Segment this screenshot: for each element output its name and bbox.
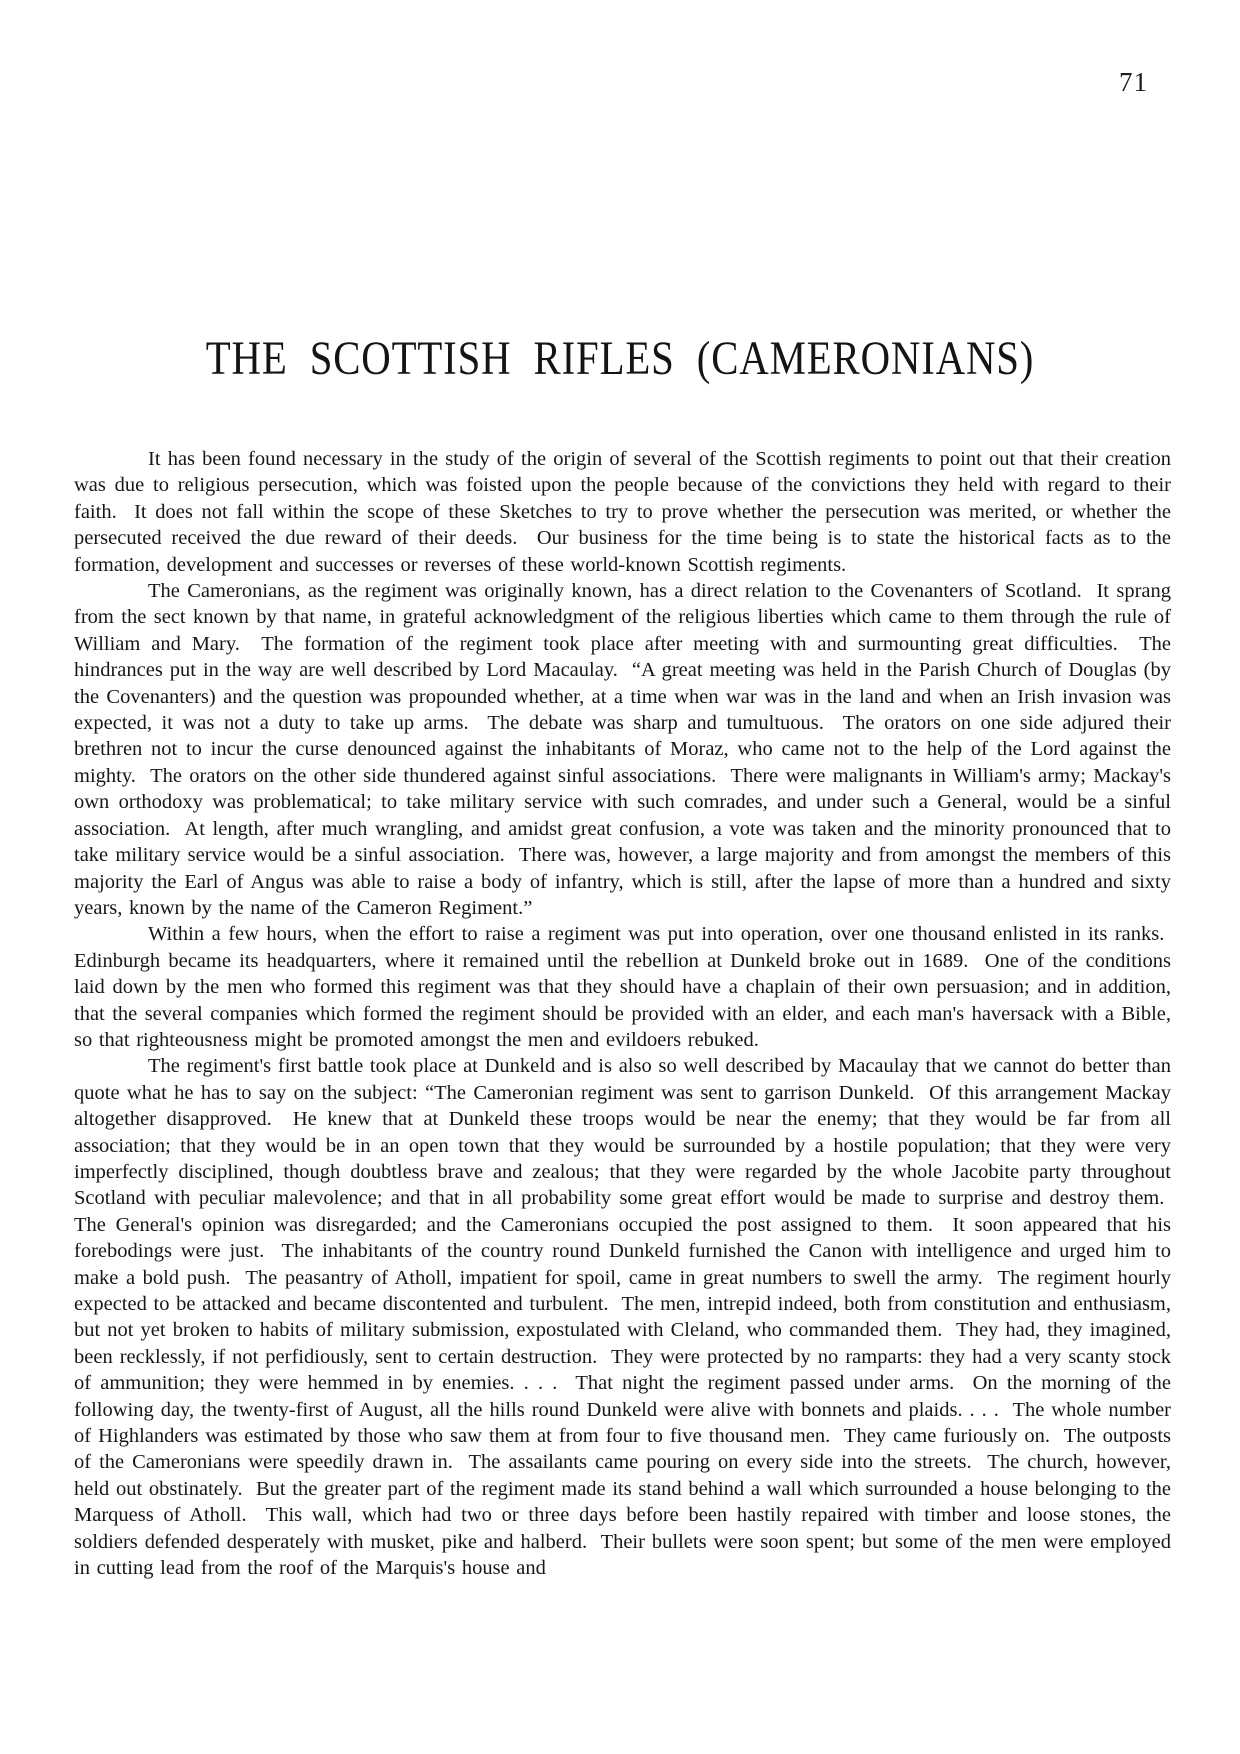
paragraph-dunkeld-battle: The regiment's first battle took place at Dunkeld and is also so well described by Macaulay that we cannot do better than quote what he has to say on the subject: “The Cameronian regiment was sent to garrison Dunkeld. Of this arrangement Mackay altogether disapproved. He knew that at Dunkeld these troops would be near the enemy; that they would be far from all association; that they would be in an open town that they would be surrounded by a hostile population; that they were very imperfectly disciplined, though doubtless brave and zealous; that they were regarded by the whole Jacobite party throughout Scotland with peculiar malevolence; and that in all probability some great effort would be made to surprise and destroy them. The General's opinion was disregarded; and the Cameronians occupied the post assigned to them. It soon appeared that his forebodings were just. The inhabitants of the country round Dunkeld furnished the Canon with intelligence and urged him to make a bold push. The peasantry of Atholl, impatient for spoil, came in great numbers to swell the army. The regiment hourly expected to be attacked and became discontented and turbulent. The men, intrepid indeed, both from constitution and enthusiasm, but not yet broken to habits of military submission, expostulated with Cleland, who commanded them. They had, they imagined, been recklessly, if not perfidiously, sent to certain destruction. They were protected by no ramparts: they had a very scanty stock of ammunition; they were hemmed in by enemies. . . . That night the regiment passed under arms. On the morning of the following day, the twenty-first of August, all the hills round Dunkeld were alive with bonnets and plaids. . . . The whole number of Highlanders was estimated by those who saw them at from four to five thousand men. They came furiously on. The outposts of the Cameronians were speedily drawn in. The assailants came pouring on every side into the streets. The church, however, held out obstinately. But the greater part of the regiment made its stand behind a wall which surrounded a house belonging to the Marquess of Atholl. This wall, which had two or three days before been hastily repaired with timber and loose stones, the soldiers defended desperately with musket, pike and halberd. Their bullets were soon spent; but some of the men were employed in cutting lead from the roof of the Marquis's house and [74,1055,1171,1580]
paragraph-origin-covenanters: The Cameronians, as the regiment was originally known, has a direct relation to the Covenanters of Scotland. It sprang from the sect known by that name, in grateful acknowledgment of the religious liberties which came to them through the rule of William and Mary. The formation of the regiment took place after meeting with and surmounting great difficulties. The hindrances put in the way are well described by Lord Macaulay. “A great meeting was held in the Parish Church of Douglas (by the Covenanters) and the question was propounded whether, at a time when war was in the land and when an Irish invasion was expected, it was not a duty to take up arms. The debate was sharp and tumultuous. The orators on one side adjured their brethren not to incur the curse denounced against the inhabitants of Moraz, who came not to the help of the Lord against the mighty. The orators on the other side thundered against sinful associations. There were malignants in William's army; Mackay's own orthodoxy was problematical; to take military service with such comrades, and under such a General, would be a sinful association. At length, after much wrangling, and amidst great confusion, a vote was taken and the minority pronounced that to take military service would be a sinful association. There was, however, a large majority and from amongst the members of this majority the Earl of Angus was able to raise a body of infantry, which is still, after the lapse of more than a hundred and sixty years, known by the name of the Cameron Regiment.” [74,580,1171,919]
paragraph-enlistment: Within a few hours, when the effort to raise a regiment was put into operation, over one thousand enlisted in its ranks. Edinburgh became its headquarters, where it remained until the rebellion at Dunkeld broke out in 1689. One of the conditions laid down by the men who formed this regiment was that they should have a chaplain of their own persuasion; and in addition, that the several companies which formed the regiment should be provided with an elder, and each man's haversack with a Bible, so that righteousness might be promoted amongst the men and evildoers rebuked. [74,923,1171,1051]
page-number: 71 [1119,67,1148,97]
page-title: THE SCOTTISH RIFLES (CAMERONIANS) [205,332,1035,385]
paragraph-intro: It has been found necessary in the study of the origin of several of the Scottish regiments to point out that their creation was due to religious persecution, which was foisted upon the people because of the convictions they held with regard to their faith. It does not fall within the scope of these Sketches to try to prove whether the persecution was merited, or whether the persecuted received the due reward of their deeds. Our business for the time being is to state the historical facts as to the formation, development and successes or reverses of these world-known Scottish regiments. [74,448,1171,576]
body-text [74,446,1171,1581]
